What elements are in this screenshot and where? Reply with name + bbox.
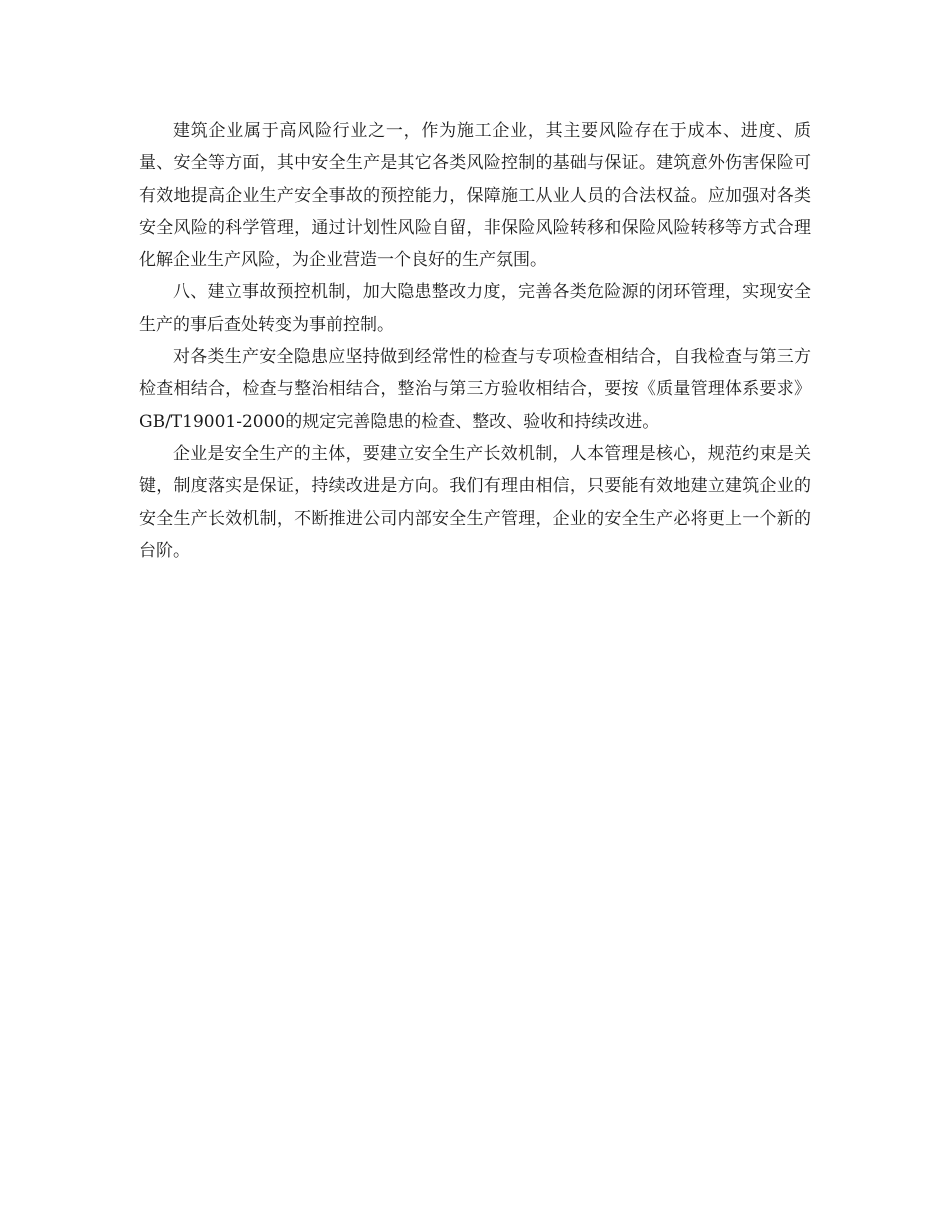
document-body — [139, 115, 811, 567]
paragraph-section-eight-heading: 八、建立事故预控机制，加大隐患整改力度，完善各类危险源的闭环管理，实现安全生产的事后查处转变为事前控制。 — [139, 282, 811, 335]
paragraph-risk-management: 建筑企业属于高风险行业之一，作为施工企业，其主要风险存在于成本、进度、质量、安全等方面，其中安全生产是其它各类风险控制的基础与保证。建筑意外伤害保险可有效地提高企业生产安全事故的预控能力，保障施工从业人员的合法权益。应加强对各类安全风险的科学管理，通过计划性风险自留，非保险风险转移和保险风险转移等方式合理化解企业生产风险，为企业营造一个良好的生产氛围。 — [139, 121, 811, 271]
paragraph-hazard-inspection: 对各类生产安全隐患应坚持做到经常性的检查与专项检查相结合，自我检查与第三方检查相结合，检查与整治相结合，整治与第三方验收相结合，要按《质量管理体系要求》GB/T19001-2000的规定完善隐患的检查、整改、验收和持续改进。 — [139, 347, 811, 432]
paragraph-conclusion: 企业是安全生产的主体，要建立安全生产长效机制，人本管理是核心，规范约束是关键，制度落实是保证，持续改进是方向。我们有理由相信，只要能有效地建立建筑企业的安全生产长效机制，不断推进公司内部安全生产管理，企业的安全生产必将更上一个新的台阶。 — [139, 443, 811, 561]
